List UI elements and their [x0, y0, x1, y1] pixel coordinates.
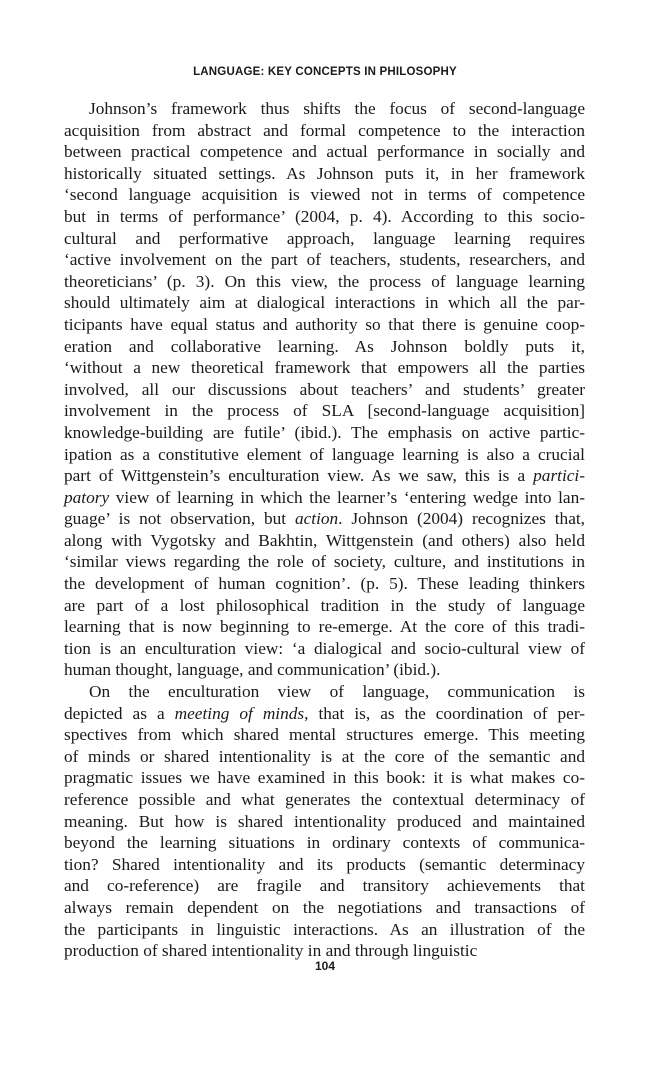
- page-number: 104: [314, 959, 336, 973]
- text-run: depicted as a: [64, 703, 175, 723]
- text-run: but in terms of performance’ (2004, p. 4). According to this socio-: [64, 206, 585, 226]
- text-line: [64, 854, 585, 876]
- text-run: pragmatic issues we have examined in this book: it is what makes co-: [64, 768, 585, 788]
- text-run: human thought, language, and communication’ (ibid.).: [64, 660, 441, 680]
- paragraph-2: [64, 681, 585, 962]
- text-run: , that is, as the coordination of per-: [304, 703, 586, 723]
- text-run: On the enculturation view of language, communication is: [89, 682, 585, 702]
- text-line: [64, 249, 585, 271]
- text-line: [64, 292, 585, 314]
- text-line: [64, 508, 585, 530]
- text-line: [64, 681, 585, 703]
- text-line: [64, 465, 585, 487]
- text-line: [64, 422, 585, 444]
- text-run: the participants in linguistic interactions. As an illustration of the: [64, 919, 585, 939]
- text-line: [64, 228, 585, 250]
- text-run: of minds or shared intentionality is at the core of the semantic and: [64, 746, 585, 766]
- text-line: [64, 530, 585, 552]
- text-line: [64, 400, 585, 422]
- text-run: beyond the learning situations in ordinary contexts of communica-: [64, 833, 585, 853]
- text-run: along with Vygotsky and Bakhtin, Wittgenstein (and others) also held: [64, 530, 585, 550]
- text-run: guage’ is not observation, but: [64, 509, 295, 529]
- text-line: [64, 271, 585, 293]
- text-line: [64, 811, 585, 833]
- text-run: ‘without a new theoretical framework that empowers all the parties: [64, 358, 585, 378]
- text-run: historically situated settings. As Johnson puts it, in her framework: [64, 163, 585, 183]
- text-run: and co-reference) are fragile and transitory achievements that: [64, 876, 585, 896]
- text-line: [64, 767, 585, 789]
- text-run: part of Wittgenstein’s enculturation view. As we saw, this is a: [64, 466, 534, 486]
- text-line: [64, 163, 585, 185]
- text-run: tion is an enculturation view: ‘a dialogical and socio-cultural view of: [64, 638, 585, 658]
- text-line: [64, 919, 585, 941]
- text-line: [64, 832, 585, 854]
- body-text: [64, 98, 585, 962]
- text-run: are part of a lost philosophical tradition in the study of language: [64, 595, 585, 615]
- text-run: ‘similar views regarding the role of society, culture, and institutions in: [64, 552, 585, 572]
- text-line: [64, 444, 585, 466]
- text-run: Johnson’s framework thus shifts the focus of second-language: [89, 99, 585, 118]
- text-line: [64, 120, 585, 142]
- italic-text: meeting of minds: [174, 703, 305, 723]
- text-run: . Johnson (2004) recognizes that,: [338, 509, 585, 529]
- text-line: [64, 573, 585, 595]
- text-line: [64, 595, 585, 617]
- text-run: ‘second language acquisition is viewed not in terms of competence: [64, 185, 585, 205]
- text-line: [64, 551, 585, 573]
- italic-text: partici-: [533, 466, 585, 486]
- text-line: [64, 141, 585, 163]
- text-run: spectives from which shared mental structures emerge. This meeting: [64, 725, 585, 745]
- text-line: [64, 357, 585, 379]
- text-line: [64, 746, 585, 768]
- text-line: [64, 336, 585, 358]
- text-run: always remain dependent on the negotiations and transactions of: [64, 897, 585, 917]
- text-run: learning that is now beginning to re-emerge. At the core of this tradi-: [64, 617, 585, 637]
- italic-text: action: [294, 509, 339, 529]
- text-run: knowledge-building are futile’ (ibid.). The emphasis on active partic-: [64, 422, 585, 442]
- text-run: ‘active involvement on the part of teachers, students, researchers, and: [64, 250, 585, 270]
- text-line: [64, 487, 585, 509]
- text-run: the development of human cognition’. (p. 5). These leading thinkers: [64, 574, 585, 594]
- text-run: view of learning in which the learner’s ‘entering wedge into lan-: [109, 487, 585, 507]
- text-line: [64, 98, 585, 120]
- text-run: ipation as a constitutive element of language learning is also a crucial: [64, 444, 585, 464]
- running-head: LANGUAGE: KEY CONCEPTS IN PHILOSOPHY: [193, 66, 457, 78]
- text-line: [64, 616, 585, 638]
- text-line: [64, 314, 585, 336]
- text-run: involvement in the process of SLA [second-language acquisition]: [64, 401, 585, 421]
- text-run: cultural and performative approach, language learning requires: [64, 228, 585, 248]
- text-line: [64, 206, 585, 228]
- text-line: [64, 789, 585, 811]
- italic-text: patory: [64, 487, 110, 507]
- text-line: [64, 703, 585, 725]
- text-line: [64, 638, 585, 660]
- text-run: production of shared intentionality in and through linguistic: [64, 941, 478, 961]
- text-run: reference possible and what generates the contextual determinacy of: [64, 790, 585, 809]
- text-line: [64, 875, 585, 897]
- text-line: [64, 184, 585, 206]
- text-run: theoreticians’ (p. 3). On this view, the process of language learning: [64, 271, 585, 291]
- text-run: acquisition from abstract and formal competence to the interaction: [64, 120, 585, 140]
- text-line: [64, 724, 585, 746]
- text-run: eration and collaborative learning. As Johnson boldly puts it,: [64, 336, 585, 356]
- paragraph-1: [64, 98, 585, 681]
- text-line: [64, 897, 585, 919]
- text-run: should ultimately aim at dialogical interactions in which all the par-: [64, 293, 585, 313]
- text-line: [64, 659, 585, 681]
- text-run: involved, all our discussions about teachers’ and students’ greater: [64, 379, 585, 399]
- text-run: between practical competence and actual performance in socially and: [64, 142, 585, 162]
- text-run: meaning. But how is shared intentionality produced and maintained: [64, 811, 585, 831]
- text-run: tion? Shared intentionality and its products (semantic determinacy: [64, 854, 585, 874]
- text-line: [64, 379, 585, 401]
- text-run: ticipants have equal status and authority so that there is genuine coop-: [64, 314, 585, 334]
